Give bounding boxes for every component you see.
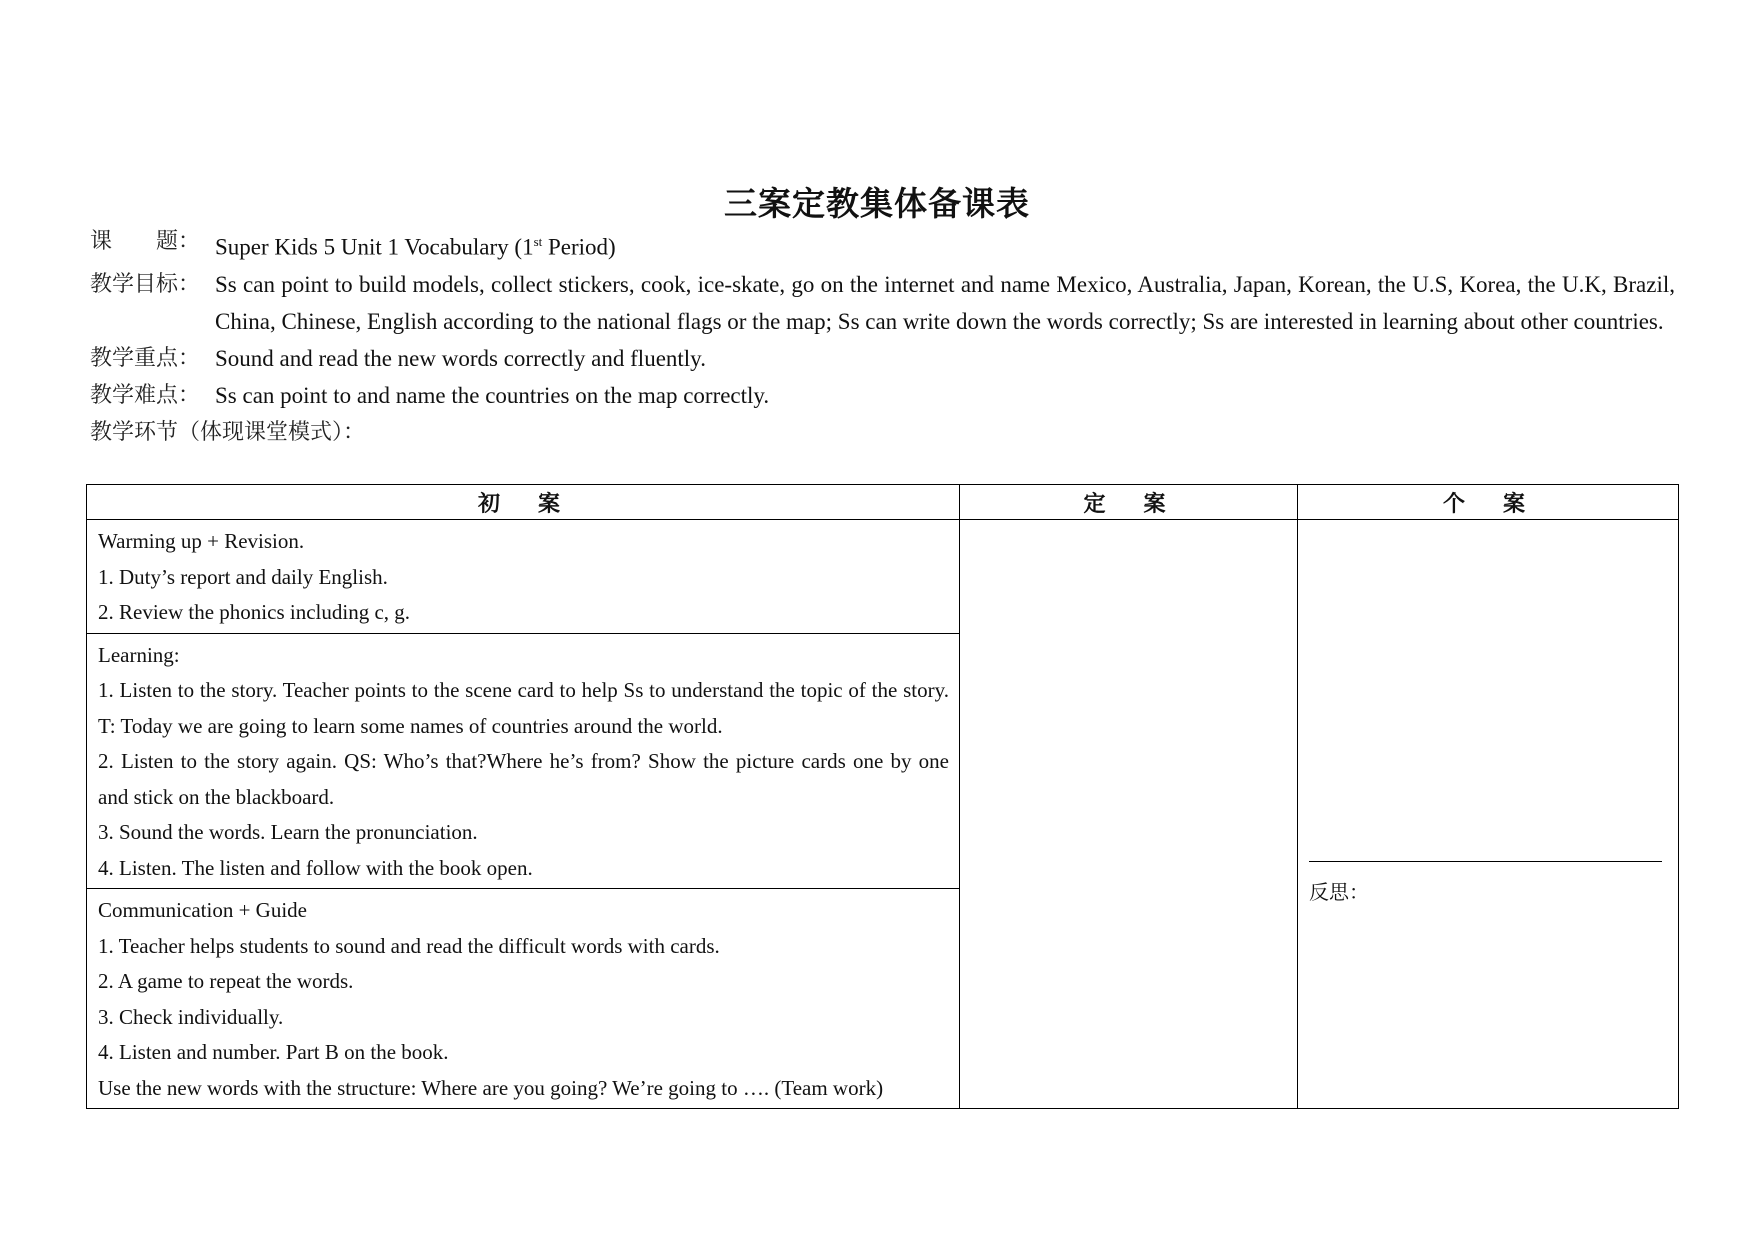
difficulty-label: 教学难点： (90, 382, 201, 408)
line: 2. Review the phonics including c, g. (98, 600, 411, 624)
line: 3. Check individually. (98, 1004, 284, 1029)
difficulty-row (90, 377, 1675, 414)
line: Communication + Guide (98, 898, 307, 922)
table-row (87, 520, 1679, 634)
final-plan-cell (960, 520, 1298, 1109)
line: 3. Sound the words. Learn the pronunciation. (98, 820, 478, 844)
line: 4. Listen. The listen and follow with the book open. (98, 855, 533, 880)
key-point-row (90, 340, 1675, 377)
personal-plan-cell (1298, 520, 1679, 1109)
topic-row (90, 223, 1675, 266)
section-lines (87, 634, 959, 889)
section-lines (87, 520, 959, 633)
header-initial-plan: 初 案 (87, 485, 960, 520)
topic-text: Super Kids 5 Unit 1 Vocabulary (1 (215, 234, 534, 260)
lesson-meta (90, 223, 1675, 451)
topic-sup: st (533, 234, 543, 249)
section-warming-up (87, 520, 960, 634)
topic-label: 课 题： (90, 229, 201, 254)
lesson-plan-table (86, 484, 1679, 1109)
reflection-label: 反思： (1309, 880, 1369, 904)
header-personal-plan: 个 案 (1298, 485, 1679, 520)
key-point-value: Sound and read the new words correctly and fluently. (215, 345, 706, 371)
goal-label: 教学目标： (90, 271, 201, 297)
section-learning (87, 633, 960, 889)
table-header-row (87, 485, 1679, 520)
header-final-plan: 定 案 (960, 485, 1298, 520)
line: Use the new words with the structure: Where are you going? We’re going to …. (Team work) (98, 1075, 884, 1100)
topic-suffix: Period) (542, 234, 616, 260)
line: 2. A game to repeat the words. (98, 969, 354, 993)
page-title: 三案定教集体备课表 (724, 184, 1030, 223)
line: 1. Listen to the story. Teacher points to the scene card to help Ss to understand the topic of the story. T: Today we are going to learn some names of countries around the world. (98, 678, 949, 738)
difficulty-value: Ss can point to and name the countries on the map correctly. (215, 382, 770, 408)
goal-value: Ss can point to build models, collect stickers, cook, ice-skate, go on the internet and name Mexico, Australia, Japan, Korean, the U.S, Korea, the U.K, Brazil, China, Chinese, English according to the national flags or the map; Ss can write down the words correctly; Ss are interested in learning about other countries. (215, 271, 1675, 334)
line: Warming up + Revision. (98, 529, 305, 553)
line: 1. Teacher helps students to sound and read the difficult words with cards. (98, 933, 720, 958)
line: Learning: (98, 642, 180, 667)
section-communication (87, 889, 960, 1109)
goal-row (90, 266, 1675, 340)
line: 4. Listen and number. Part B on the book. (98, 1040, 449, 1064)
line: 2. Listen to the story again. QS: Who’s that?Where he’s from? Show the picture cards one by one and stick on the blackboard. (98, 749, 949, 809)
section-lines (87, 889, 959, 1108)
line: 1. Duty’s report and daily English. (98, 564, 388, 589)
key-point-label: 教学重点： (90, 345, 201, 371)
reflection-divider (1309, 861, 1662, 862)
topic-value (215, 223, 1675, 266)
process-row (90, 414, 1675, 451)
process-label: 教学环节（体现课堂模式）： (90, 419, 366, 445)
